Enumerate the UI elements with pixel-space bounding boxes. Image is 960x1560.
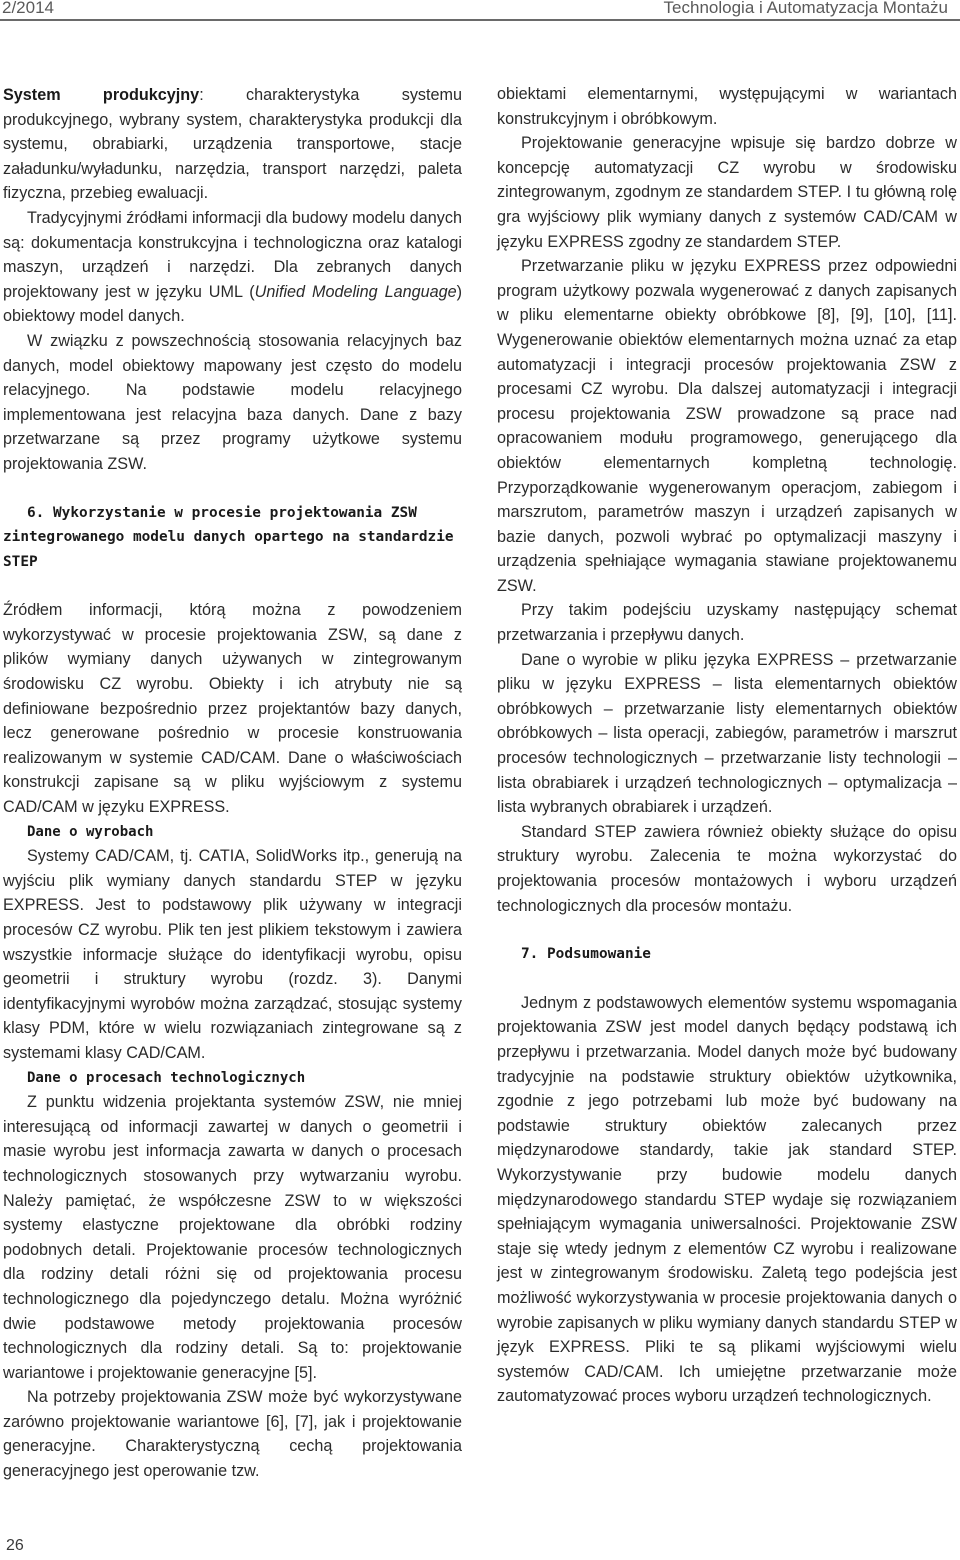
- section-heading-6: 6. Wykorzystanie w procesie projektowania ZSW zintegrowanego modelu danych opartego na standardzie STEP: [3, 504, 454, 570]
- paragraph-text: Tradycyjnymi źródłami informacji dla budowy modelu danych są: dokumentacja konstrukcyjna i technologiczna oraz katalogi maszyn, urządzeń i narzędzi. Dla zebranych danych projektowany jest w języku UML (: [3, 208, 462, 301]
- paragraph: [3, 83, 462, 206]
- paragraph: Standard STEP zawiera również obiekty służące do opisu struktury wyrobu. Zalecenia te można wykorzystać do projektowania procesów montażowych i wyboru urządzeń technologicznych dla procesów montażu.: [497, 822, 957, 915]
- paragraph-text: : charakterystyka systemu produkcyjnego, wybrany system, charakterystyka produkcji dla systemu, obrabiarki, urządzenia transportowe, stacje załadunku/wyładunku, narzędzia, transport narzędzi, paleta fizyczna, przebieg ewaluacji.: [3, 86, 462, 203]
- paragraph: Z punktu widzenia projektanta systemów ZSW, nie mniej interesującą od informacji zawartej w danych o geometrii i masie wyrobu jest informacja zawarta w danych o procesach technologicznych stosowanych przy wytwarzaniu wyrobu. Należy pamiętać, że współczesne ZSW to w większości systemy elastyczne projektowane dla obróbki rodziny podobnych detali. Projektowanie procesów technologicznych dla rodziny detali różni się od projektowania procesu technologicznego dla pojedynczego detalu. Można wyróżnić dwie podstawowe metody projektowania procesów technologicznych dla rodziny detali. Są to: projektowanie wariantowe i projektowanie generacyjne [5].: [3, 1093, 462, 1382]
- paragraph: obiektami elementarnymi, występującymi w wariantach konstrukcyjnym i obróbkowym.: [497, 85, 957, 128]
- section-heading-7: 7. Podsumowanie: [521, 946, 651, 963]
- paragraph: Na potrzeby projektowania ZSW może być wykorzystywane zarówno projektowanie wariantowe [6], [7], jak i projektowanie generacyjne. Charakterystyczną cechą projektowania generacyjnego jest operowanie tzw.: [3, 1388, 462, 1481]
- paragraph: Dane o wyrobie w pliku języka EXPRESS – przetwarzanie pliku w języku EXPRESS – lista elementarnych obiektów obróbkowych – przetwarzanie listy elementarnych obiektów obróbkowych – lista operacji, zabiegów, parametrów i marszrut procesów technologicznych – przetwarzanie listy technologii – lista obrabiarek i urządzeń technologicznych – optymalizacja – lista wybranych obrabiarek i urządzeń.: [497, 650, 957, 817]
- left-column: [3, 83, 462, 1484]
- journal-title: Technologia i Automatyzacja Montażu: [663, 0, 948, 17]
- issue-number: 2/2014: [2, 0, 54, 17]
- paragraph: Systemy CAD/CAM, tj. CATIA, SolidWorks itp., generują na wyjściu plik wymiany danych standardu STEP w języku EXPRESS. Jest to podstawowy plik używany w integracji procesów CZ wyrobu. Plik ten jest plikiem tekstowym i zawiera wszystkie informacje służące do identyfikacji wyrobu, opisu geometrii i struktury wyrobu (rozdz. 3). Danymi identyfikacyjnymi wyrobów można zarządzać, stosując systemy klasy PDM, które w wielu rozwiązaniach zintegrowane są z systemami klasy CAD/CAM.: [3, 847, 462, 1062]
- subheading-processes: Dane o procesach technologicznych: [27, 1069, 306, 1086]
- right-column: [497, 82, 957, 1409]
- paragraph: Projektowanie generacyjne wpisuje się bardzo dobrze w koncepcję automatyzacji CZ wyrobu w środowisku zintegrowanym, zgodnym ze standardem STEP. I tu główną rolę gra wyjściowy plik wymiany danych z systemów CAD/CAM w języku EXPRESS zgodny ze standardem STEP.: [497, 134, 957, 251]
- paragraph-text: ) obiektowy model danych.: [3, 282, 462, 326]
- term-bold: System produkcyjny: [3, 86, 200, 104]
- italic-term: Unified Modeling Language: [254, 282, 457, 301]
- paragraph: W związku z powszechnością stosowania relacyjnych baz danych, model obiektowy mapowany jest często do modelu relacyjnego. Na podstawie modelu relacyjnego implementowana jest relacyjna baza danych. Dane z bazy przetwarzane są przez programy użytkowe systemu projektowania ZSW.: [3, 331, 462, 473]
- page-number: 26: [6, 1537, 24, 1554]
- subheading-products: Dane o wyrobach: [27, 823, 154, 840]
- paragraph: [3, 206, 462, 329]
- paragraph: Przy takim podejściu uzyskamy następujący schemat przetwarzania i przepływu danych.: [497, 601, 957, 645]
- paragraph: Jednym z podstawowych elementów systemu wspomagania projektowania ZSW jest model danych będący podstawą ich przepływu i przetwarzania. Model danych może być budowany tradycyjnie na podstawie struktury obiektów użytkownika, zgodnie z jego potrzebami lub może być budowany na podstawie struktury obiektów zalecanych przez międzynarodowe standardy, takie jak standard STEP. Wykorzystywanie przy budowie modelu danych międzynarodowego standardu STEP wydaje się rozwiązaniem spełniającym wymagania uniwersalności. Projektowanie ZSW staje się wtedy jednym z elementów CZ wyrobu i realizowane jest w zintegrowanym środowisku. Zaletą tego podejścia jest możliwość wykorzystywania w procesie projektowania danych o wyrobie zapisanych w pliku wymiany danych standardu STEP w język EXPRESS. Pliki te są plikami wyjściowymi wielu systemów CAD/CAM. Ich umiejętne przetwarzanie może zautomatyzować proces wyboru urządzeń technologicznych.: [497, 993, 957, 1406]
- paragraph: Źródłem informacji, którą można z powodzeniem wykorzystywać w procesie projektowania ZSW, są dane z plików wymiany danych używanych w zintegrowanym środowisku CZ wyrobu. Obiekty i ich atrybuty nie są definiowane bezpośrednio przez projektantów bazy danych, lecz generowane pośrednio w procesie konstruowania realizowanym w systemie CAD/CAM. Dane o właściwościach konstrukcji zapisane są w pliku wyjściowym z systemu CAD/CAM w języku EXPRESS.: [3, 601, 462, 817]
- running-header: [0, 0, 960, 21]
- paragraph: Przetwarzanie pliku w języku EXPRESS przez odpowiedni program użytkowy pozwala wygenerować z danych zapisanych w pliku elementarne obiekty obróbkowe [8], [9], [10], [11]. Wygenerowanie obiektów elementarnych można uznać za etap automatyzacji i integracji procesów projektowania ZSW z procesami CZ wyrobu. Dla dalszej automatyzacji i integracji procesu projektowania ZSW prowadzone są prace nad opracowaniem modułu programowego, generującego dla obiektów elementarnych kompletną technologię. Przyporządkowanie wygenerowanym operacjom, zabiegom i marszrutom, parametrów maszyn i urządzeń zapisanych w bazie danych, pozwoli wybrać po optymalizacji maszyny i urządzenia spełniające wymagania stawiane projektowanemu ZSW.: [497, 257, 957, 595]
